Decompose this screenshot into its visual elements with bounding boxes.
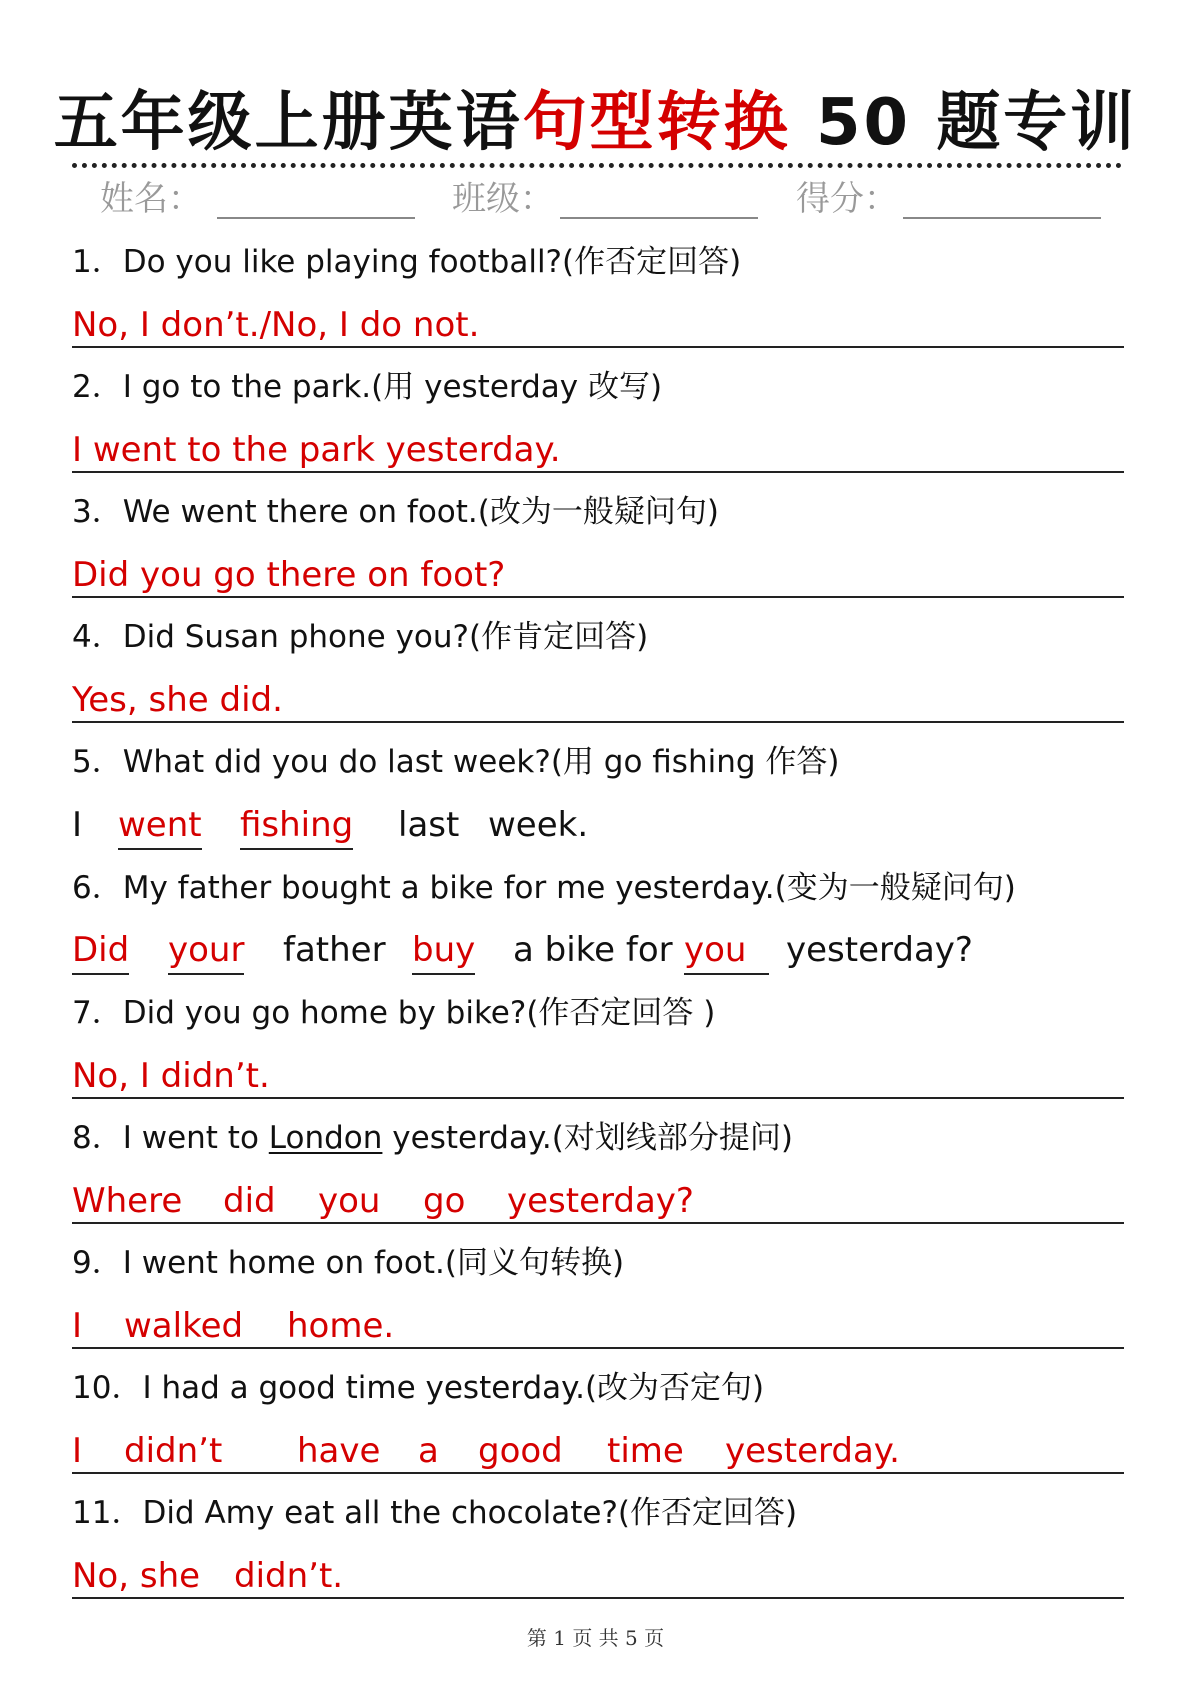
- question-10: 10．I had a good time yesterday.(改为否定句): [72, 1370, 765, 1406]
- answer-4: Yes, she did.: [72, 680, 283, 720]
- answer-10-word: didn’t: [124, 1431, 223, 1471]
- answer-10-word: have: [297, 1431, 381, 1471]
- answer-line-1: [72, 346, 1124, 348]
- question-5: 5．What did you do last week?(用 go fishing 作答): [72, 744, 840, 780]
- answer-10-word: time: [607, 1431, 684, 1471]
- class-label: 班级：: [452, 179, 554, 219]
- answer-8-word: go: [423, 1181, 466, 1221]
- answer-6-word: father: [283, 930, 386, 970]
- question-1: 1．Do you like playing football?(作否定回答): [72, 244, 742, 280]
- answer-6-word: a bike for: [513, 930, 673, 970]
- question-8: [72, 1116, 793, 1160]
- dotted-divider: [72, 163, 1122, 168]
- answer-10-word: yesterday.: [725, 1431, 900, 1471]
- answer-6-blank: buy: [412, 927, 475, 975]
- name-input-line[interactable]: [217, 217, 415, 219]
- answer-line-7: [72, 1097, 1124, 1099]
- answer-6-blank: you: [684, 927, 769, 975]
- class-input-line[interactable]: [560, 217, 758, 219]
- answer-line-10: [72, 1472, 1124, 1474]
- answer-line-2: [72, 471, 1124, 473]
- answer-8-word: did: [223, 1181, 276, 1221]
- answer-10-word: good: [478, 1431, 563, 1471]
- answer-8-word: Where: [72, 1181, 183, 1221]
- answer-11-word: No, she: [72, 1556, 201, 1596]
- question-7: 7．Did you go home by bike?(作否定回答 ): [72, 995, 716, 1031]
- answer-11-word: didn’t.: [234, 1556, 344, 1596]
- page-title: [0, 78, 1191, 168]
- title-highlight: 句型转换: [522, 86, 791, 160]
- answer-line-11: [72, 1597, 1124, 1599]
- answer-6-word: yesterday?: [786, 930, 973, 970]
- question-3: 3．We went there on foot.(改为一般疑问句): [72, 494, 719, 530]
- page-footer: 第 1 页 共 5 页: [526, 1626, 665, 1650]
- answer-10-word: I: [72, 1431, 83, 1471]
- score-input-line[interactable]: [903, 217, 1101, 219]
- answer-5-word: last: [398, 805, 460, 845]
- question-8-text: yesterday.(对划线部分提问): [382, 1120, 793, 1156]
- question-2: 2．I go to the park.(用 yesterday 改写): [72, 369, 663, 405]
- answer-line-3: [72, 596, 1124, 598]
- answer-7: No, I didn’t.: [72, 1056, 270, 1096]
- answer-9-word: I: [72, 1306, 83, 1346]
- answer-5-blank: fishing: [240, 802, 353, 850]
- answer-9-word: walked: [124, 1306, 244, 1346]
- question-8-text: 8．I went to: [72, 1120, 269, 1156]
- answer-line-8: [72, 1222, 1124, 1224]
- score-label: 得分：: [796, 179, 898, 219]
- answer-line-9: [72, 1347, 1124, 1349]
- answer-8-word: you: [318, 1181, 381, 1221]
- question-8-underlined: London: [268, 1120, 383, 1156]
- answer-6-blank: your: [168, 927, 244, 975]
- answer-8-word: yesterday?: [507, 1181, 694, 1221]
- answer-10-word: a: [418, 1431, 439, 1471]
- answer-1: No, I don’t./No, I do not.: [72, 305, 480, 345]
- answer-5-blank: went: [118, 802, 202, 850]
- answer-9-word: home.: [287, 1306, 395, 1346]
- question-11: 11．Did Amy eat all the chocolate?(作否定回答): [72, 1495, 798, 1531]
- answer-6-blank: Did: [72, 927, 129, 975]
- title-part1: 五年级上册英语: [53, 86, 523, 160]
- answer-5-word: week.: [488, 805, 589, 845]
- answer-line-4: [72, 721, 1124, 723]
- answer-3: Did you go there on foot?: [72, 555, 506, 595]
- question-6: 6．My father bought a bike for me yesterday.(变为一般疑问句): [72, 870, 1016, 906]
- question-9: 9．I went home on foot.(同义句转换): [72, 1245, 625, 1281]
- answer-2: I went to the park yesterday.: [72, 430, 561, 470]
- answer-5-word: I: [72, 805, 83, 845]
- name-label: 姓名：: [100, 179, 202, 219]
- title-part3: 50 题专训: [815, 86, 1138, 160]
- question-4: 4．Did Susan phone you?(作肯定回答): [72, 619, 649, 655]
